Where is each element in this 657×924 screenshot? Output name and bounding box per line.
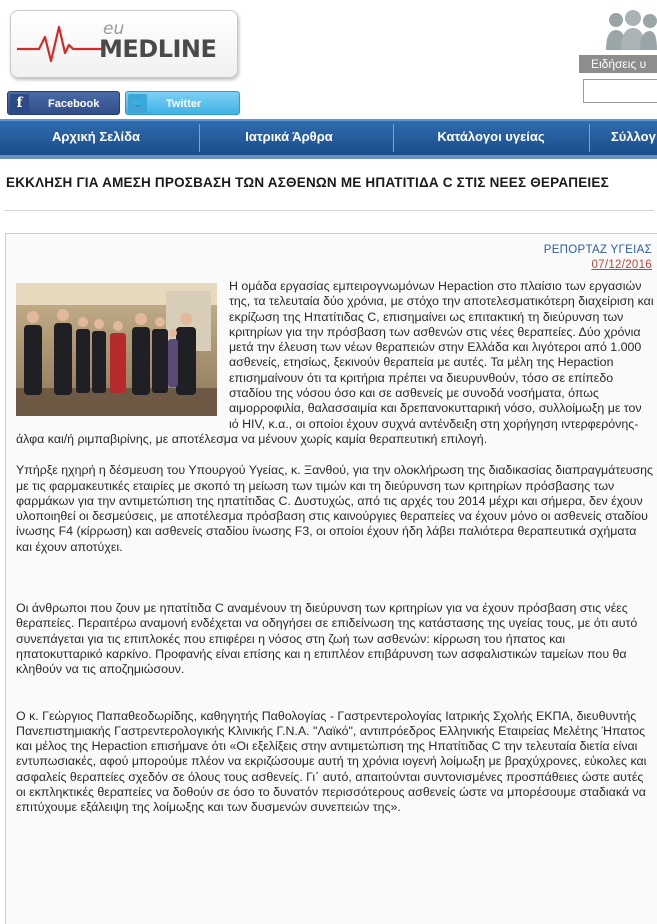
twitter-button[interactable] xyxy=(125,91,240,115)
twitter-icon: 🐦 xyxy=(128,94,147,113)
facebook-button[interactable] xyxy=(7,91,120,115)
nav-item-home[interactable]: Αρχική Σελίδα xyxy=(51,129,141,144)
site-header xyxy=(0,0,657,120)
search-input[interactable] xyxy=(583,79,657,103)
article-paragraph: Οι άνθρωποι που ζουν με ηπατίτιδα C αναμένουν τη διεύρυνση των κριτηρίων για να έχουν πρόσβαση στις νέες θεραπείες. Περαιτέρω αναμονή ενδέχεται να οδηγήσει σε επιδείνωση της κατάστασης της υγείας τους, με ότι αυτό συνεπάγεται για τις επιπλοκές που επιφέρει η νόσος στη ζωή των ασθενών: κίρρωση του ήπατος και ηπατοκυτταρικό καρκίνο. Προφανής είναι επίσης και η επιπλέον επιβάρυνση των ασφαλιστικών ταμείων που θα κληθούν να τις αποζημιώσουν. xyxy=(16,601,638,677)
article-paragraph: Ο κ. Γεώργιος Παπαθεοδωρίδης, καθηγητής Παθολογίας - Γαστρεντερολογίας Ιατρικής Σχολής ΕΚΠΑ, διευθυντής Πανεπιστημιακής Γαστρεντερολογικής Κλινικής Γ.Ν.Α. "Λαϊκό", αντιπρόεδρος Ελληνικής Εταιρείας Μελέτης Ήπατος και μέλος της Hepaction επισήμανε ότι «Οι εξελίξεις στην αντιμετώπιση της Ηπατίτιδας C την τελευταία διετία είναι εντυπωσιακές, αφού μπορούμε πλέον να εκριζώσουμε αυτή τη χρόνια ιογενή λοίμωξη με βραχύχρονες, εύκολες και ασφαλείς θεραπείες σχεδόν σε όλους τους ασθενείς. Γι΄ αυτό, απαιτούνται συντονισμένες προσπάθειες ώστε αυτές οι εκπληκτικές θεραπείες να δοθούν σε όσο το δυνατόν περισσότερους ασθενείς ώστε να μπορέσουμε σταδιακά να επιτύχουμε εξάλειψη της λοίμωξης και των δυσμενών συνεπειών της». xyxy=(16,708,647,815)
nav-underline xyxy=(0,155,657,159)
people-icon xyxy=(606,10,657,52)
title-divider xyxy=(4,210,654,211)
facebook-label: Facebook xyxy=(48,98,100,110)
news-tab[interactable]: Ειδήσεις υ xyxy=(579,55,657,73)
site-logo[interactable] xyxy=(10,10,238,78)
article-body xyxy=(16,279,654,816)
logo-eu-text: eu xyxy=(103,19,125,39)
logo-medline-text: MEDLINE xyxy=(99,35,217,63)
heartbeat-icon xyxy=(17,23,103,67)
article-category[interactable]: ΡΕΠΟΡΤΑΖ ΥΓΕΙΑΣ xyxy=(543,244,652,256)
facebook-icon: f xyxy=(10,94,29,113)
article-date: 07/12/2016 xyxy=(591,259,652,271)
nav-item-medical-articles[interactable]: Ιατρικά Άρθρα xyxy=(245,129,333,144)
main-nav xyxy=(0,119,657,155)
twitter-label: Twitter xyxy=(166,98,202,110)
nav-item-health-catalogs[interactable]: Κατάλογοι υγείας xyxy=(437,129,545,144)
article-paragraph: Υπήρξε ηχηρή η δέσμευση του Υπουργού Υγείας, κ. Ξανθού, για την ολοκλήρωση της διαδικασίας διαπραγμάτευσης με τις φαρμακευτικές εταιρίες με σκοπό τη μείωση των τιμών και τη διεύρυνση των κριτηρίων πρόσβασης των φαρμάκων για την αντιμετώπιση της ηπατίτιδας C. Δυστυχώς, από τις αρχές του 2014 μέχρι και σήμερα, δεν έχουν υλοποιηθεί οι δεσμεύσεις, με αποτέλεσμα πρόσβαση στις καινούργιες θεραπείες να έχουν μόνο οι ασθενείς σταδίου ίνωσης F4 (κίρρωση) και ασθενείς σταδίου ίνωσης F3, οι οποίοι έχουν ήδη λάβει παλιότερα θεραπευτικά σχήματα και έχουν αποτύχει. xyxy=(16,463,654,554)
nav-item-associations[interactable]: Σύλλογ xyxy=(611,129,656,144)
article-title: ΕΚΚΛΗΣΗ ΓΙΑ ΑΜΕΣΗ ΠΡΟΣΒΑΣΗ ΤΩΝ ΑΣΘΕΝΩΝ ΜΕ ΗΠΑΤΙΤΙΔΑ C ΣΤΙΣ ΝΕΕΣ ΘΕΡΑΠΕΙΕΣ xyxy=(6,175,609,190)
article-paragraph: Η ομάδα εργασίας εμπειρογνωμόνων Hepaction στο πλαίσιο των εργασιών της, τα τελευταία δύο χρόνια, με στόχο την αποτελεσματικότερη διαχείριση και εκρίζωση της Ηπατίτιδας C, επισημαίνει ως επιτακτική τη διεύρυνση των κριτηρίων για την πρόσβαση των ασθενών στις νέες θεραπείες. Δύο χρόνια μετά την έλευση των νέων θεραπειών στην Ελλάδα και λιγότεροι από 1.000 ασθενείς, ετησίως, ξεκινούν θεραπεία με αυτές. Τα μέλη της Hepaction επισημαίνουν ότι τα κριτήρια πρέπει να διευρυνθούν, τόσο σε επίπεδο σταδίου της νόσου όσο και σε ασθενείς με συνοδά νοσήματα, όπως αιμορροφιλία, θαλασσαιμία και δρεπανοκυτταρική νόσο, συλλοίμωξη με τον ιό HIV, κ.α., οι οποίοι έχουν συχνά αντένδειξη στη χορήγηση ιντερφερόνης-άλφα και/ή ριμπαβιρίνης, με αποτέλεσμα να μένουν χωρίς καμία θεραπευτική επιλογή. xyxy=(16,279,654,446)
